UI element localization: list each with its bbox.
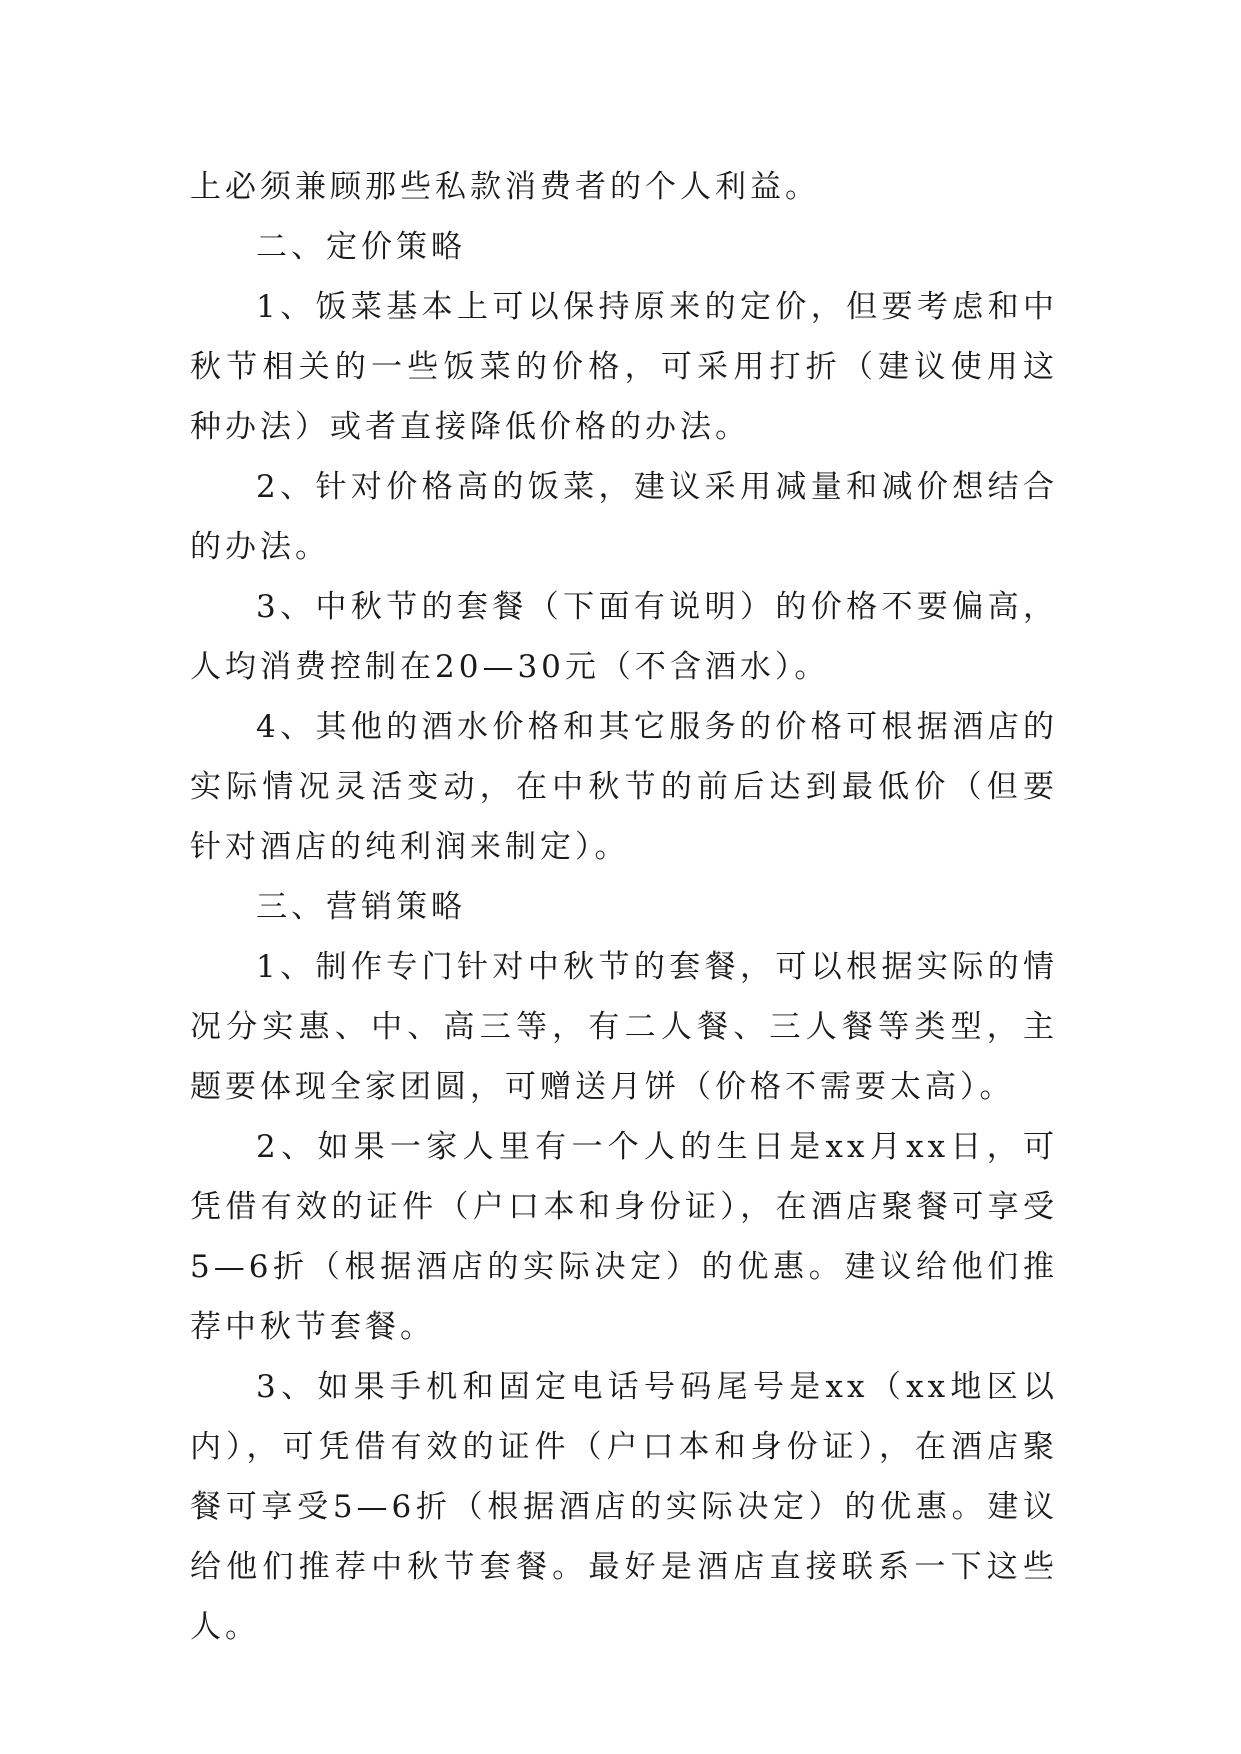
pricing-item-4: 4、其他的酒水价格和其它服务的价格可根据酒店的实际情况灵活变动，在中秋节的前后达到最低价（但要针对酒店的纯利润来制定）。 xyxy=(190,709,1058,865)
section-heading-pricing-strategy: 二、定价策略 xyxy=(256,229,466,265)
document-body xyxy=(190,157,1058,1657)
marketing-item-1: 1、制作专门针对中秋节的套餐，可以根据实际的情况分实惠、中、高三等，有二人餐、三人餐等类型，主题要体现全家团圆，可赠送月饼（价格不需要太高）。 xyxy=(190,949,1058,1105)
pricing-item-1: 1、饭菜基本上可以保持原来的定价，但要考虑和中秋节相关的一些饭菜的价格，可采用打折（建议使用这种办法）或者直接降低价格的办法。 xyxy=(190,289,1058,445)
section-heading-marketing-strategy: 三、营销策略 xyxy=(256,889,466,925)
paragraph-continuation: 上必须兼顾那些私款消费者的个人利益。 xyxy=(190,169,820,205)
marketing-item-2: 2、如果一家人里有一个人的生日是xx月xx日，可凭借有效的证件（户口本和身份证），在酒店聚餐可享受5—6折（根据酒店的实际决定）的优惠。建议给他们推荐中秋节套餐。 xyxy=(190,1129,1058,1345)
pricing-item-3: 3、中秋节的套餐（下面有说明）的价格不要偏高，人均消费控制在20—30元（不含酒水）。 xyxy=(190,589,1058,685)
marketing-item-3: 3、如果手机和固定电话号码尾号是xx（xx地区以内），可凭借有效的证件（户口本和身份证），在酒店聚餐可享受5—6折（根据酒店的实际决定）的优惠。建议给他们推荐中秋节套餐。最好是酒店直接联系一下这些人。 xyxy=(190,1369,1058,1645)
pricing-item-2: 2、针对价格高的饭菜，建议采用减量和减价想结合的办法。 xyxy=(190,469,1058,565)
